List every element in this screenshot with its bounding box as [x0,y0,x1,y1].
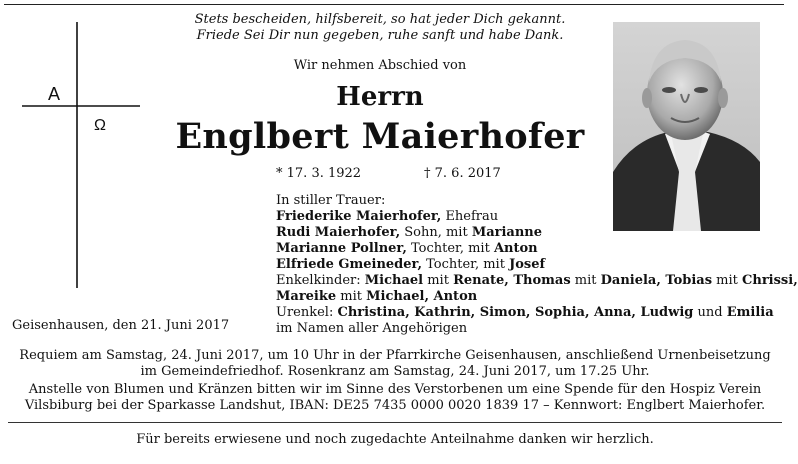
requiem-line-1: Requiem am Samstag, 24. Juni 2017, um 10 Uhr in der Pfarrkirche Geisenhausen, anschließend Urnenbeisetzung [19,348,771,363]
motto-line-2: Friede Sei Dir nun gegeben, ruhe sanft und habe Dank. [196,28,564,43]
alpha-letter: A [48,84,61,104]
omega-letter: Ω [94,117,106,134]
portrait-photo [613,22,760,231]
mourning-intro: In stiller Trauer: [276,193,386,208]
place-date: Geisenhausen, den 21. Juni 2017 [12,318,230,333]
donation-info [8,382,782,414]
motto [150,12,610,44]
mourner-row: Rudi Maierhofer, Sohn, mit Marianne [276,225,543,240]
death-date: † 7. 6. 2017 [424,166,501,181]
donation-line-1: Anstelle von Blumen und Kränzen bitten wir im Sinne des Verstorbenen um eine Spende für den Hospiz Verein [28,382,762,397]
mourner-row: Friederike Maierhofer, Ehefrau [276,209,499,224]
mourner-row: Marianne Pollner, Tochter, mit Anton [276,241,538,256]
donation-line-2: Vilsbiburg bei der Sparkasse Landshut, IBAN: DE25 7435 0000 0020 1839 17 – Kennwort: Englbert Maierhofer. [24,398,766,413]
grandchildren-line-2: Mareike mit Michael, Anton [276,289,478,304]
birth-date: * 17. 3. 1922 [276,166,362,181]
mourning-closing: im Namen aller Angehörigen [276,321,468,336]
divider [8,422,782,423]
requiem-info [8,348,782,380]
farewell-text: Wir nehmen Abschied von [293,58,467,73]
great-grandchildren-line: Urenkel: Christina, Kathrin, Simon, Sophia, Anna, Ludwig und Emilia [276,305,774,320]
mourner-row: Elfriede Gmeineder, Tochter, mit Josef [276,257,546,272]
salutation: Herrn [336,82,424,112]
grandchildren-line-1: Enkelkinder: Michael mit Renate, Thomas mit Daniela, Tobias mit Chrissi, [276,273,798,288]
cross-symbol [14,20,154,290]
requiem-line-2: im Gemeindefriedhof. Rosenkranz am Samstag, 24. Juni 2017, um 17.25 Uhr. [140,364,650,379]
motto-line-1: Stets bescheiden, hilfsbereit, so hat jeder Dich gekannt. [194,12,566,27]
thanks-text: Für bereits erwiesene und noch zugedachte Anteilnahme danken wir herzlich. [136,432,654,447]
deceased-name: Englbert Maierhofer [175,116,585,157]
